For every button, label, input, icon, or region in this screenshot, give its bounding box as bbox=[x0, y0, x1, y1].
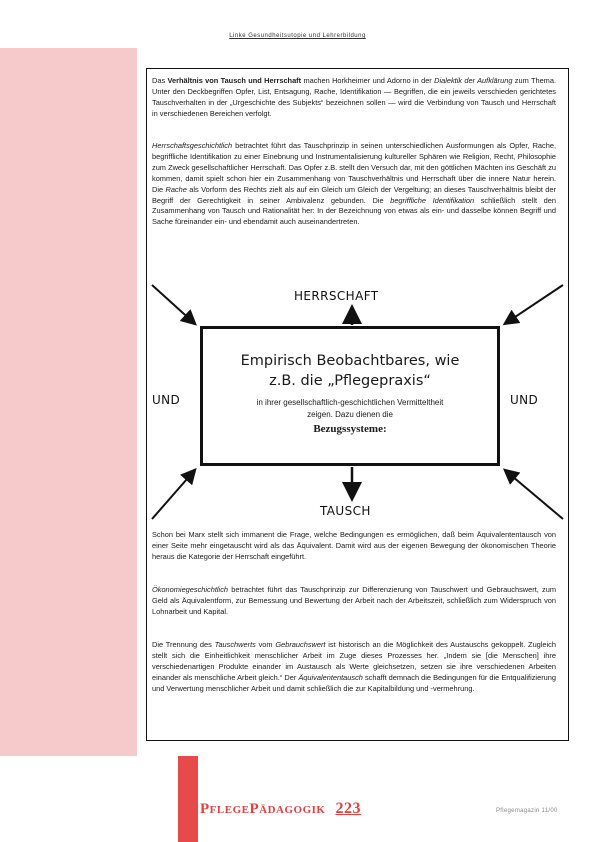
text-run: begriffliche Identifikation bbox=[390, 195, 475, 205]
text-run: machen Horkheimer und Adorno in der bbox=[301, 76, 435, 85]
paragraph-herrschaftsgeschichtlich bbox=[152, 141, 556, 228]
label-herrschaft: HERRSCHAFT bbox=[294, 289, 379, 303]
label-tausch: TAUSCH bbox=[320, 504, 371, 518]
text-run: ist historisch an die Möglichkeit des Austauschs gekoppelt. Zugleich stellt sich die Einheitlichkeit menschlicher Arbeit im Zuge dieses Prozesses her. „Indem sie [die Menschen] ihre verschiedenartigen Produkte einander im Austausch als Werte gleichsetzen, setzen sie ihre verschiedenen Arbeiten einander als menschliche Arbeit gleich.“ Der bbox=[152, 640, 556, 682]
decorative-red-strip bbox=[178, 756, 198, 842]
label-und-right: UND bbox=[510, 393, 539, 407]
text-run: Verhältnis von Tausch und Herrschaft bbox=[167, 76, 302, 85]
footer-brand bbox=[200, 800, 361, 818]
brand-cap2: P bbox=[249, 801, 260, 817]
text-run: Äquivalententausch bbox=[298, 672, 363, 682]
text-run: schließlich stellt den Zusammenhang von Tausch und Rationalität her: In der Bezeichnung von etwas als ein- und dasselbe können Begriff und Sache füreinander ein- und ebendamit auch auseinandertreten. bbox=[152, 195, 556, 227]
text-run: vom bbox=[255, 640, 276, 649]
decorative-pink-strip bbox=[0, 48, 137, 756]
text-run: zum Thema. Unter den Deckbegriffen Opfer, List, Entsagung, Rache, Identifikation — Begriffen, die ein jeweils verschieden gerichtetes Tauschverhalten in der „Urgeschichte des Subjekts“ bezeichnen sollen — wird die Verbindung von Tausch und Herrschaft in verschiedenen Bereichen verfolgt. bbox=[152, 76, 556, 118]
page-header: Linke Gesundheitsutopie und Lehrerbildung bbox=[229, 33, 366, 39]
page-number: 223 bbox=[335, 800, 361, 817]
text-run: Dialektik der Aufklärung bbox=[434, 76, 513, 85]
text-run: Das bbox=[152, 76, 168, 85]
text-run: betrachtet führt das Tauschprinzip zur Differenzierung von Tauschwert und Gebrauchswert, zum Geld als Äquivalentform, zur Bemessung und Bewertung der Arbeit nach der Arbeitszeit, schließlich zum Widerspruch von Lohnarbeit und Kapital. bbox=[152, 585, 556, 616]
text-run: Schon bei Marx stellt sich immanent die Frage, welche Bedingungen es ermöglichen, daß beim Äquivalententausch von einer Seite mehr eingetauscht wird als das Äquivalent. Damit wird aus der eigenen Bewegung der ökonomischen Theorie heraus die Kategorie der Herrschaft eingeführt. bbox=[152, 530, 556, 561]
paragraph-tauschwert bbox=[152, 640, 556, 695]
text-run: schafft demnach die Bedingungen für die Entqualifizierung und Verwertung menschlicher Arbeit und damit schließlich die zur Kapitalbildung und -vermehrung. bbox=[152, 672, 556, 693]
text-run: Rache bbox=[165, 184, 187, 194]
brand-cap1: P bbox=[200, 801, 210, 817]
arrow-bottom-left bbox=[152, 471, 194, 519]
box-title bbox=[203, 351, 497, 391]
text-run: als Vorform des Rechts zielt als auf ein Gleich um Gleich der Vergeltung; an dieses Tauschverhältnis bleibt der Begriff der Gerechtigkeit in seiner Ambivalenz gebunden. Die bbox=[152, 184, 556, 205]
text-run: Tauschwerts bbox=[214, 640, 256, 649]
brand-rest2: ÄDAGOGIK bbox=[259, 804, 326, 816]
diagram bbox=[146, 283, 569, 523]
box-bezugssysteme: Bezugssysteme: bbox=[313, 423, 387, 435]
issue-label: Pflegemagazin 11/00 bbox=[496, 808, 558, 814]
box-subtext: in ihrer gesellschaftlich-geschichtlichen Vermitteltheit zeigen. Dazu dienen die bbox=[256, 398, 444, 419]
box-title-line2: z.B. die „Pflegepraxis“ bbox=[269, 373, 431, 389]
box-title-line1: Empirisch Beobachtbares, wie bbox=[240, 353, 460, 369]
label-und-left: UND bbox=[152, 393, 181, 407]
arrow-top-left bbox=[152, 285, 194, 323]
paragraph-tausch-herrschaft bbox=[152, 76, 556, 120]
paragraph-marx bbox=[152, 530, 556, 563]
text-run: Die Trennung des bbox=[152, 640, 215, 649]
text-run: Herrschaftsgeschichtlich bbox=[152, 141, 233, 150]
text-run: Gebrauchswert bbox=[275, 640, 326, 649]
arrow-top-right bbox=[506, 285, 563, 323]
text-run: betrachtet führt das Tauschprinzip in seinen unterschiedlichen Ausformungen als Opfer, Rache, begriffliche Identifikation zu einer Einebnung und Instrumentalisierung kultureller Sphären wie Religion, Recht, Philosophie zum Zweck gesellschaftlicher Herrschaft. Das Opfer z.B. stellt den Versuch dar, mit den göttlichen Mächten ins Geschäft zu kommen, damit spielt schon hier ein Zusammenhang von Tauschverhältnis und Herrschaft über die innere Natur herein. Die bbox=[152, 141, 556, 194]
text-run: Ökonomiegeschichtlich bbox=[152, 585, 228, 594]
brand-rest1: FLEGE bbox=[209, 804, 250, 816]
paragraph-oekonomiegeschichtlich bbox=[152, 585, 556, 618]
arrow-bottom-right bbox=[506, 471, 563, 519]
center-box bbox=[200, 326, 500, 466]
